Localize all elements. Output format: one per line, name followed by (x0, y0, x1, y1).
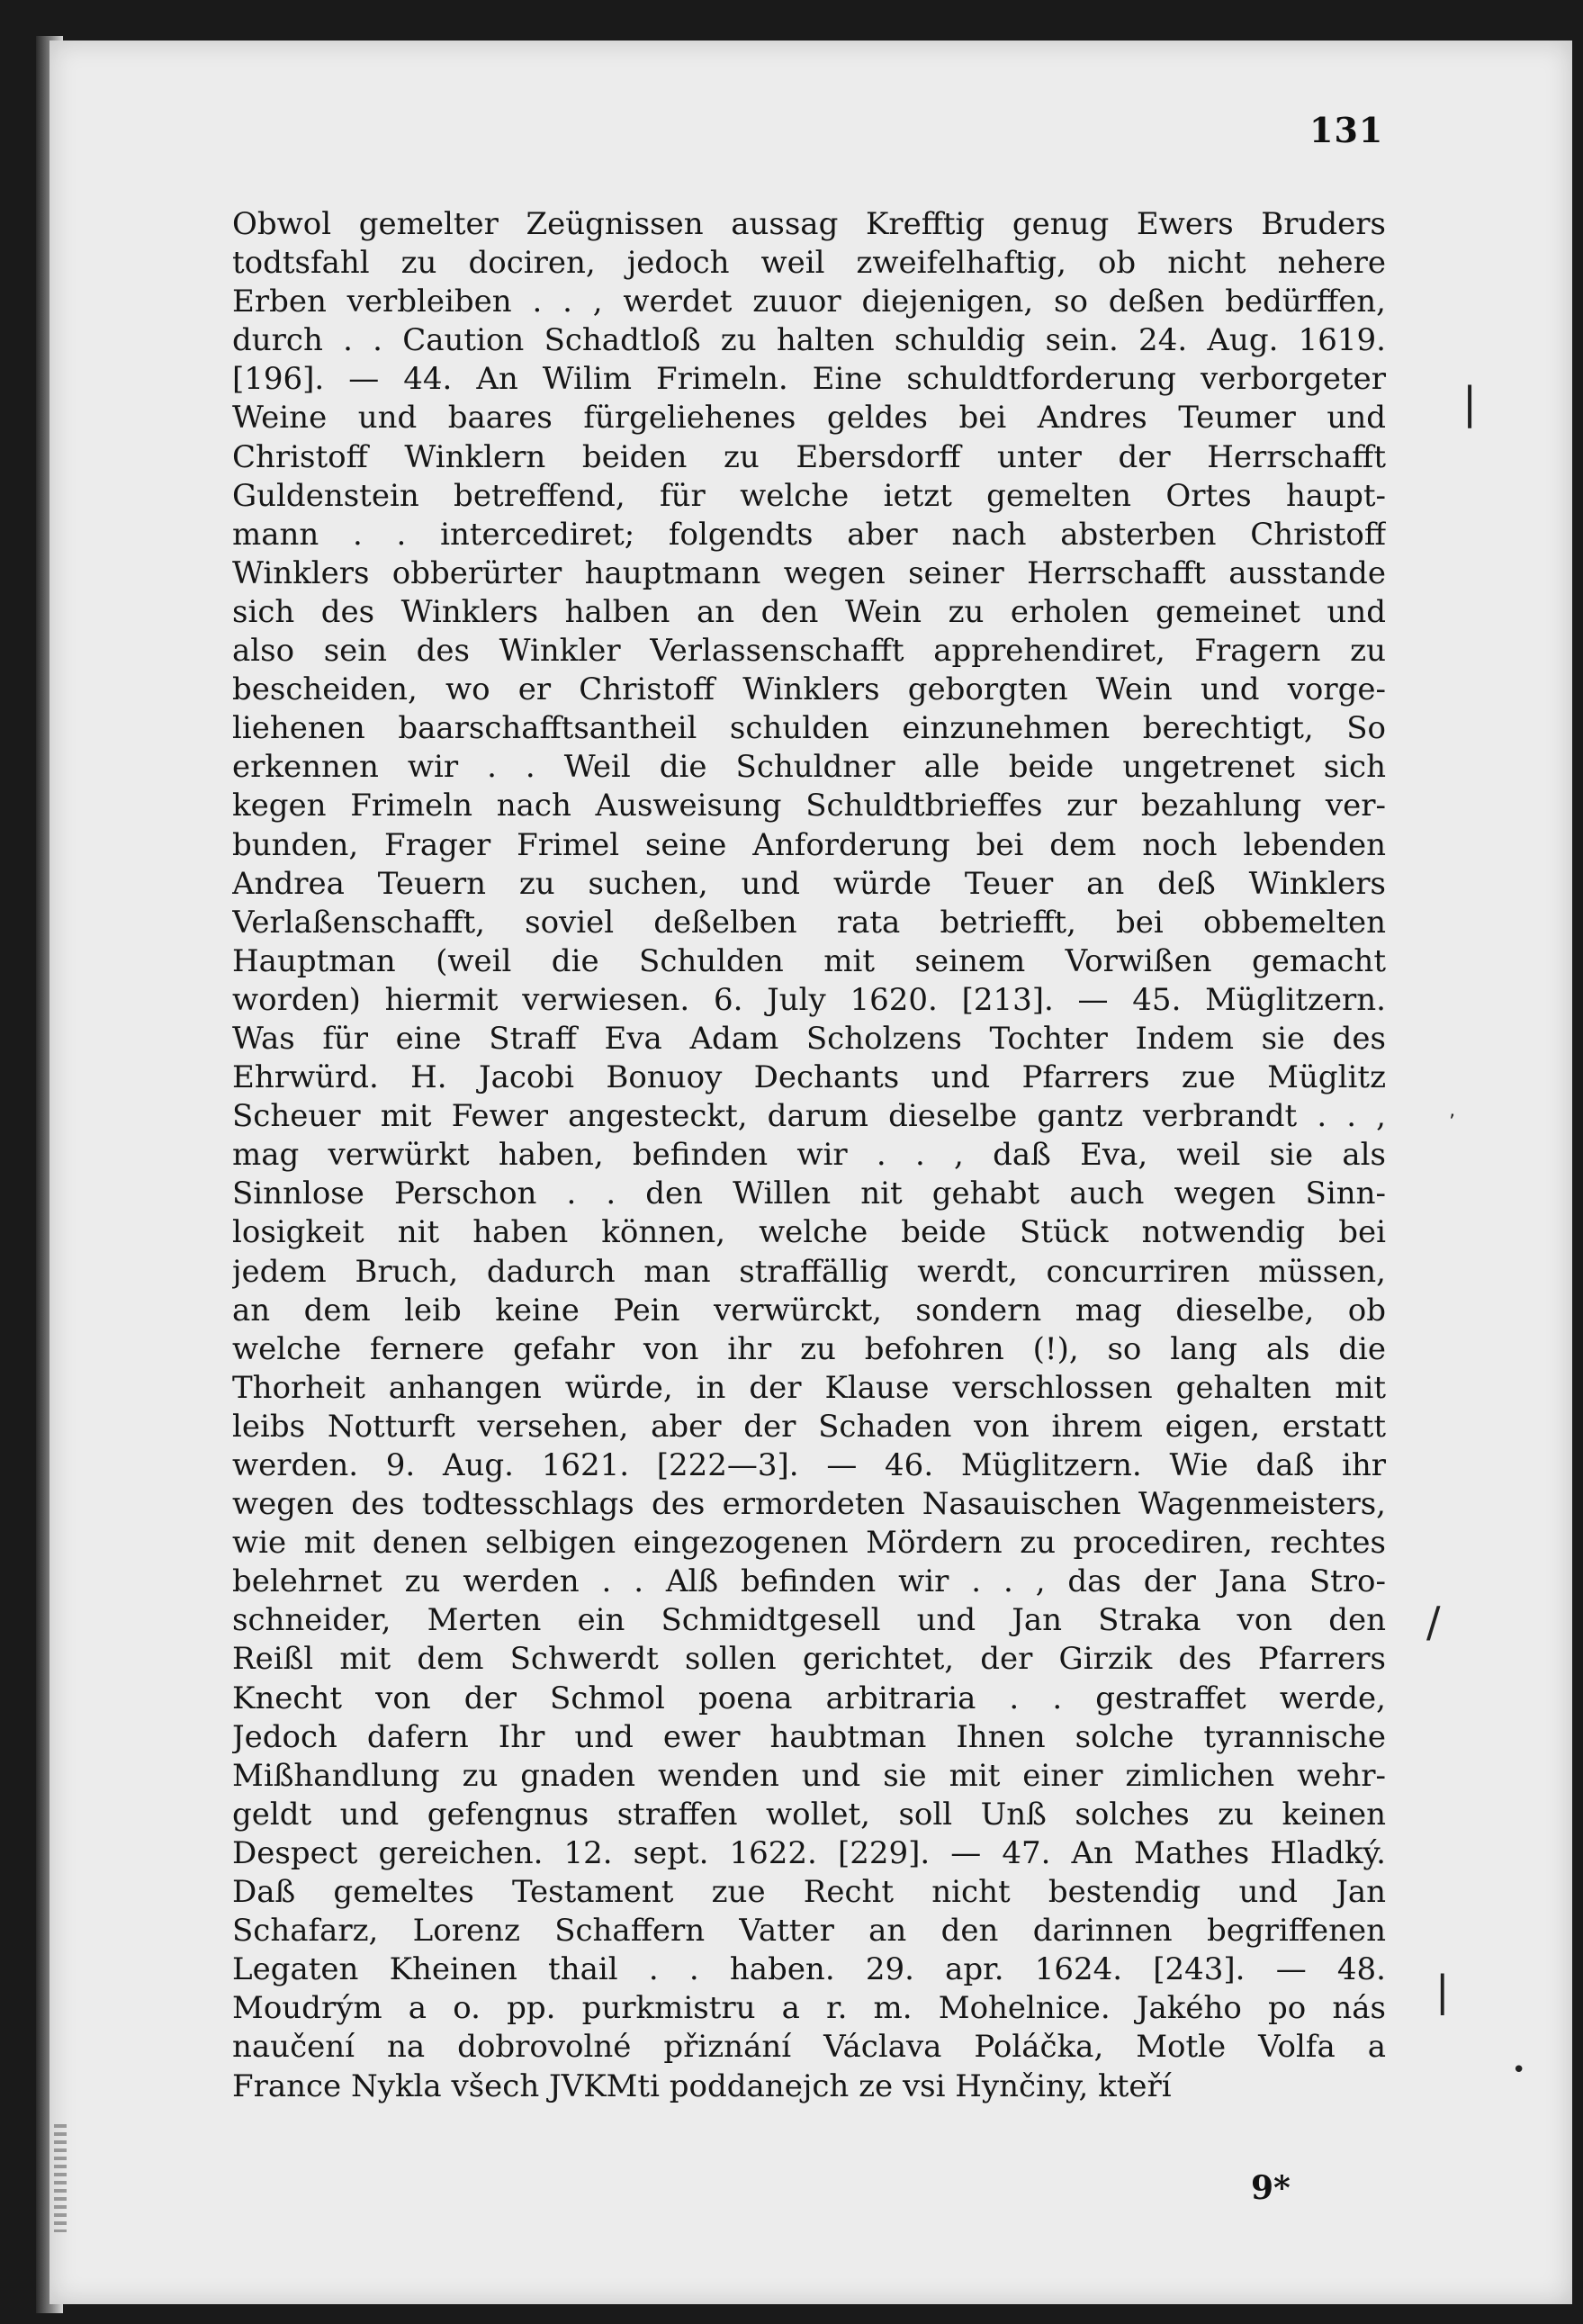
text-line: Thorheit anhangen würde, in der Klause verschlossen gehalten mit (232, 1369, 1386, 1406)
text-line: wie mit denen selbigen eingezogenen Mördern zu procediren, rechtes (232, 1525, 1386, 1562)
margin-dot-mark: • (1512, 2057, 1526, 2084)
text-line: Reißl mit dem Schwerdt sollen gerichtet, der Girzik des Pfarrers (232, 1641, 1386, 1678)
text-line: Schafarz, Lorenz Schaffern Vatter an den darinnen begriffenen (232, 1913, 1386, 1950)
text-line: Was für eine Straff Eva Adam Scholzens Tochter Indem sie des (232, 1020, 1386, 1057)
spine-smudge (54, 2124, 67, 2232)
text-line: bunden, Frager Frimel seine Anforderung bei dem noch lebenden (232, 826, 1386, 863)
text-line: Verlaßenschafft, soviel deßelben rata betriefft, bei obbemelten (232, 904, 1386, 941)
text-line: sich des Winklers halben an den Wein zu erholen gemeinet und (232, 593, 1386, 630)
text-line: Knecht von der Schmol poena arbitraria . . gestraffet werde, (232, 1680, 1386, 1716)
text-line: [196]. — 44. An Wilim Frimeln. Eine schuldtforderung verborgeter (232, 361, 1386, 398)
text-line: welche fernere gefahr von ihr zu befohren (!), so lang als die (232, 1330, 1386, 1367)
text-line: Mißhandlung zu gnaden wenden und sie mit einer zimlichen wehr- (232, 1757, 1386, 1794)
text-line: mann . . intercediret; folgendts aber nach absterben Christoff (232, 516, 1386, 553)
text-line: geldt und gefengnus straffen wollet, soll Unß solches zu keinen (232, 1796, 1386, 1833)
text-line: Scheuer mit Fewer angesteckt, darum dieselbe gantz verbrandt . . , (232, 1098, 1386, 1135)
text-line: Weine und baares fürgeliehenes geldes bei Andres Teumer und (232, 400, 1386, 437)
text-line: Andrea Teuern zu suchen, und würde Teuer an deß Winklers (232, 865, 1386, 902)
text-line: Jedoch dafern Ihr und ewer haubtman Ihnen solche tyrannische (232, 1718, 1386, 1755)
text-line: naučení na dobrovolné přiznání Václava Poláčka, Motle Volfa a (232, 2029, 1386, 2066)
text-line: werden. 9. Aug. 1621. [222—3]. — 46. Müglitzern. Wie daß ihr (232, 1447, 1386, 1483)
text-line: Ehrwürd. H. Jacobi Bonuoy Dechants und Pfarrers zue Müglitz (232, 1059, 1386, 1096)
text-line: Legaten Kheinen thail . . haben. 29. apr. 1624. [243]. — 48. (232, 1951, 1386, 1988)
margin-pencil-mark: ’ (1449, 1112, 1455, 1134)
text-line: schneider, Merten ein Schmidtgesell und Jan Straka von den (232, 1602, 1386, 1639)
text-line: leibs Notturft versehen, aber der Schaden von ihrem eigen, erstatt (232, 1408, 1386, 1445)
text-line: also sein des Winkler Verlassenschafft apprehendiret, Fragern zu (232, 633, 1386, 670)
text-line: belehrnet zu werden . . Alß befinden wir . . , das der Jana Stro- (232, 1563, 1386, 1600)
text-line: jedem Bruch, dadurch man straffällig werdt, concurriren müssen, (232, 1253, 1386, 1290)
text-line: Despect gereichen. 12. sept. 1622. [229]. — 47. An Mathes Hladký. (232, 1834, 1386, 1871)
text-line: Guldenstein betreffend, für welche ietzt gemelten Ortes haupt- (232, 477, 1386, 514)
text-line: worden) hiermit verwiesen. 6. July 1620. [213]. — 45. Müglitzern. (232, 981, 1386, 1018)
margin-pencil-mark: | (1435, 1967, 1450, 2015)
text-line: todtsfahl zu dociren, jedoch weil zweifelhaftig, ob nicht nehere (232, 245, 1386, 282)
text-line: bescheiden, wo er Christoff Winklers geborgten Wein und vorge- (232, 671, 1386, 708)
text-line: wegen des todtesschlags des ermordeten Nasauischen Wagenmeisters, (232, 1486, 1386, 1523)
text-line: erkennen wir . . Weil die Schuldner alle beide ungetrenet sich (232, 749, 1386, 786)
text-line: France Nykla všech JVKMti poddanejch ze vsi Hynčiny, kteří (232, 2067, 1172, 2104)
text-line: Sinnlose Perschon . . den Willen nit gehabt auch wegen Sinn- (232, 1176, 1386, 1212)
text-line: Daß gemeltes Testament zue Recht nicht bestendig und Jan (232, 1874, 1386, 1911)
margin-pencil-mark: / (1426, 1598, 1441, 1646)
text-line: liehenen baarschafftsantheil schulden einzunehmen berechtigt, So (232, 710, 1386, 747)
text-line: Christoff Winklern beiden zu Ebersdorff unter der Herrschafft (232, 438, 1386, 475)
body-text (232, 205, 1386, 2106)
text-line: Winklers obberürter hauptmann wegen seiner Herrschafft ausstande (232, 554, 1386, 591)
text-line: mag verwürkt haben, befinden wir . . , daß Eva, weil sie als (232, 1137, 1386, 1174)
text-line: Hauptman (weil die Schulden mit seinem Vorwißen gemacht (232, 942, 1386, 979)
text-line: durch . . Caution Schadtloß zu halten schuldig sein. 24. Aug. 1619. (232, 322, 1386, 359)
text-line: Obwol gemelter Zeügnissen aussag Krefftig genug Ewers Bruders (232, 206, 1386, 242)
text-line: an dem leib keine Pein verwürckt, sondern mag dieselbe, ob (232, 1292, 1386, 1329)
text-line: Moudrým a o. pp. purkmistru a r. m. Mohelnice. Jakého po nás (232, 1990, 1386, 2027)
page-number: 131 (1309, 110, 1384, 150)
text-line: Erben verbleiben . . , werdet zuuor diejenigen, so deßen bedürffen, (232, 284, 1386, 320)
signature-mark: 9* (1251, 2169, 1291, 2207)
margin-pencil-mark: | (1462, 378, 1478, 428)
text-line: kegen Frimeln nach Ausweisung Schuldtbrieffes zur bezahlung ver- (232, 788, 1386, 824)
text-line: losigkeit nit haben können, welche beide Stück notwendig bei (232, 1214, 1386, 1251)
